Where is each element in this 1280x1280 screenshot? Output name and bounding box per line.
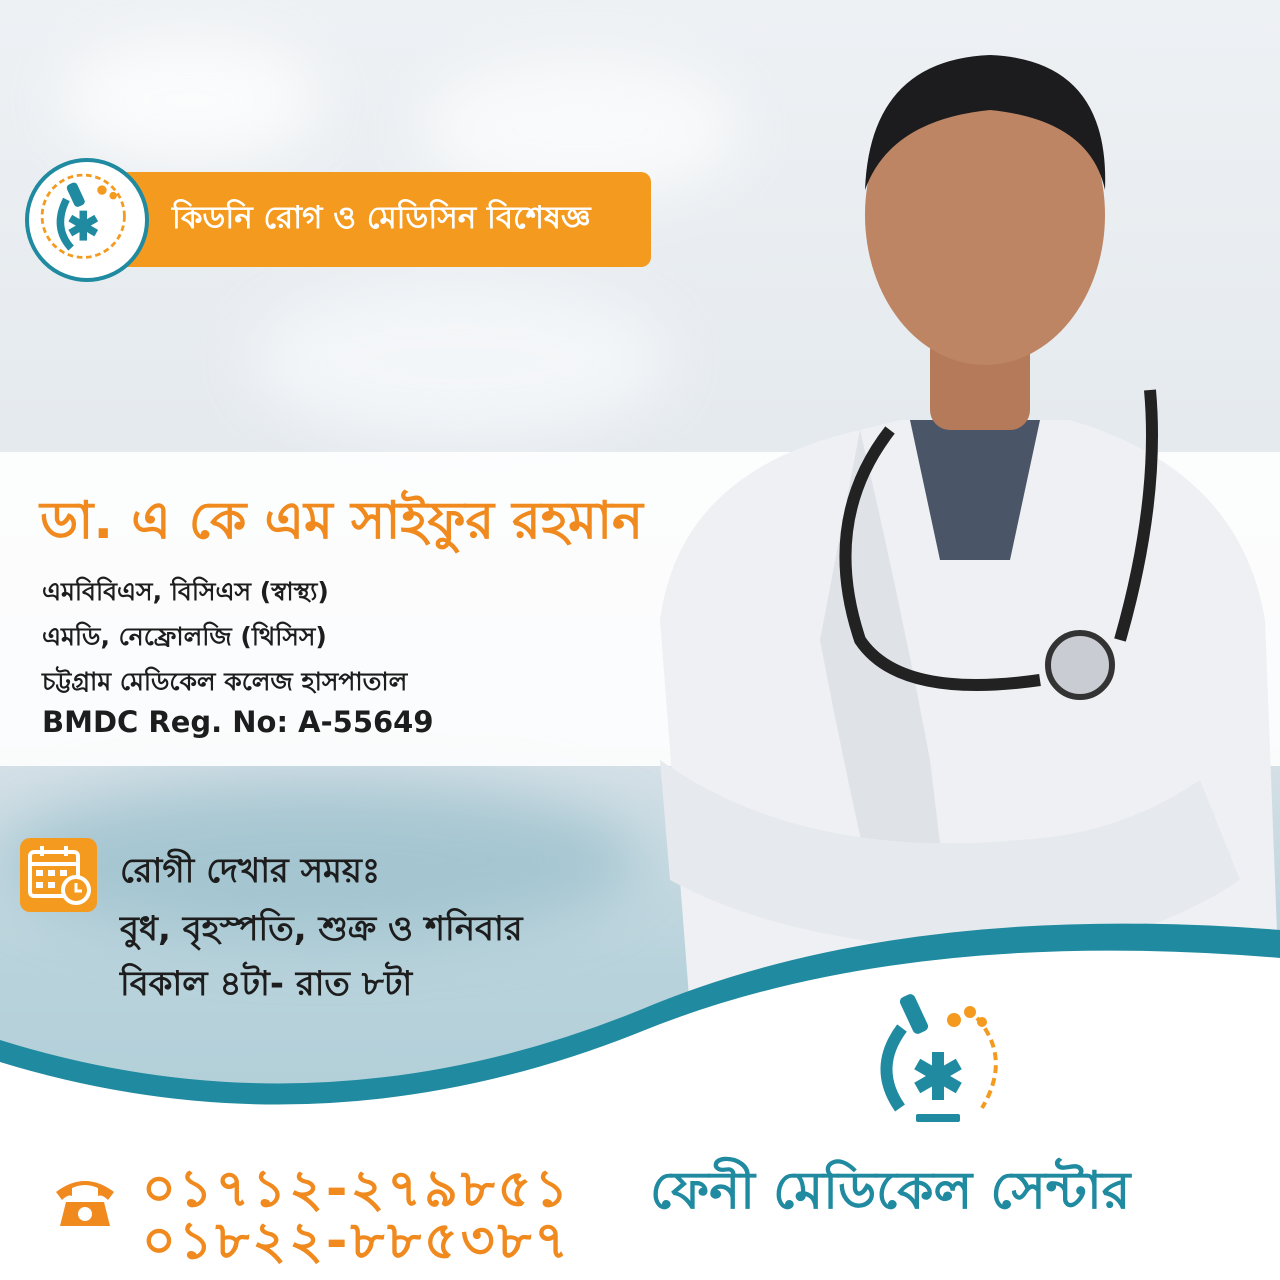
- phone-number-2[interactable]: ০১৮২২-৮৮৫৩৮৭: [142, 1211, 572, 1271]
- schedule-days: বুধ, বৃহস্পতি, শুক্র ও শনিবার: [120, 909, 523, 949]
- bmdc-registration: BMDC Reg. No: A-55649: [42, 705, 434, 739]
- background-light: [60, 40, 320, 160]
- doctor-name: ডা. এ কে এম সাইফুর রহমান: [40, 491, 644, 551]
- credential-specialty: এমডি, নেফ্রোলজি (থিসিস): [42, 622, 327, 651]
- phone-number-1[interactable]: ০১৭১২-২৭৯৮৫১: [142, 1159, 572, 1219]
- credential-hospital: চট্টগ্রাম মেডিকেল কলেজ হাসপাতাল: [42, 667, 408, 696]
- center-logo-icon: [862, 988, 1012, 1128]
- schedule-heading: রোগী দেখার সময়ঃ: [120, 851, 381, 891]
- center-name: ফেনী মেডিকেল সেন্টার: [650, 1161, 1131, 1221]
- medical-logo-icon: [25, 158, 149, 282]
- specialty-text: কিডনি রোগ ও মেডিসিন বিশেষজ্ঞ: [172, 199, 591, 236]
- specialty-banner: [120, 172, 651, 267]
- telephone-icon: [52, 1170, 118, 1230]
- credential-degree: এমবিবিএস, বিসিএস (স্বাস্থ্য): [42, 577, 329, 606]
- schedule-hours: বিকাল ৪টা- রাত ৮টা: [120, 964, 413, 1004]
